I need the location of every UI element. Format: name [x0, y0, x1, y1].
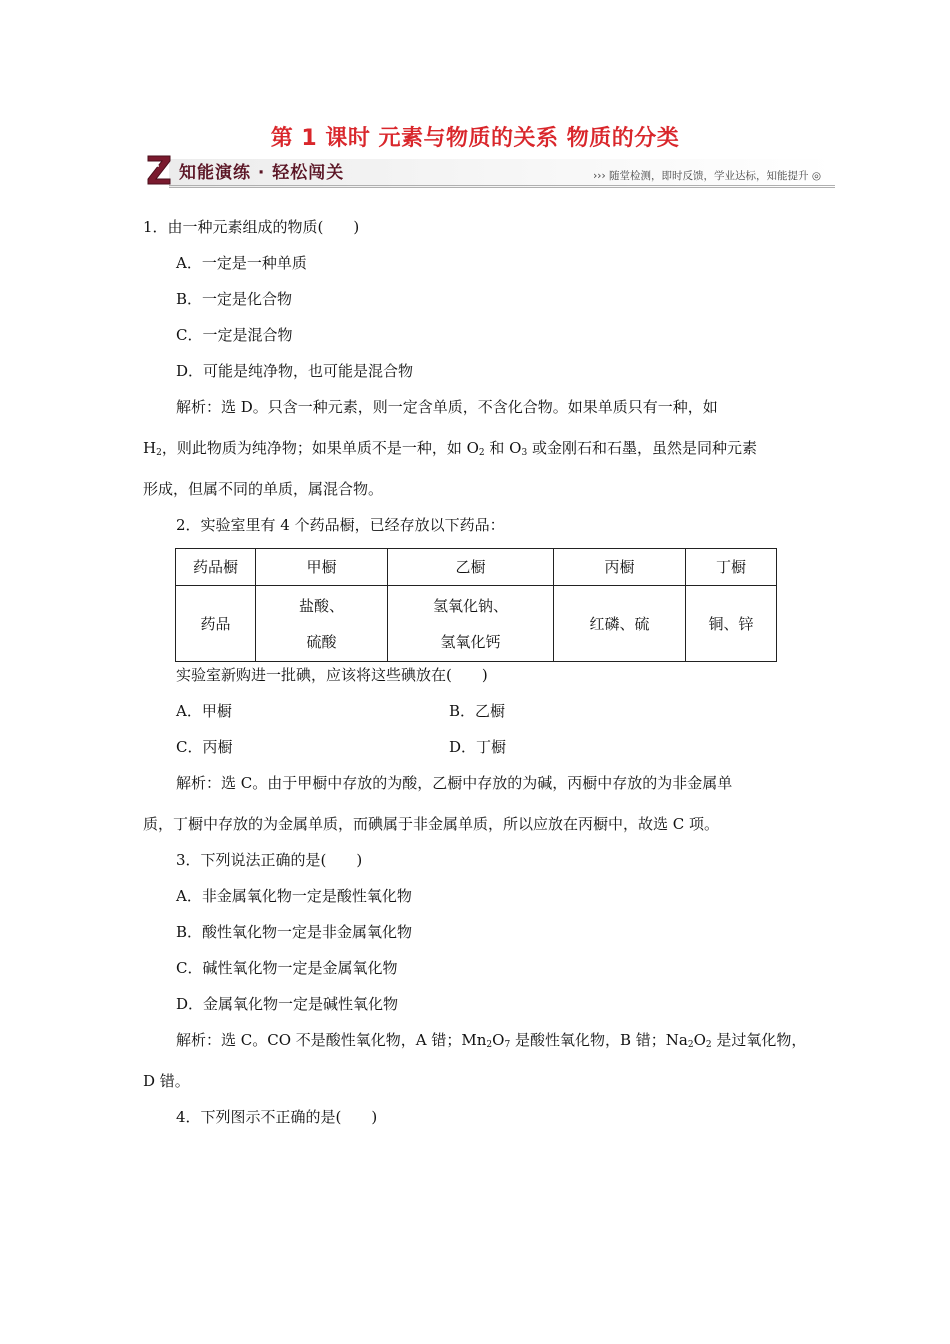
cell-line: 盐酸、 — [298, 596, 344, 615]
cell-line: 氢氧化钙 — [440, 632, 501, 651]
table-row — [176, 586, 777, 662]
q2-analysis-line-1: 解析：选 C。由于甲橱中存放的为酸，乙橱中存放的为碱，丙橱中存放的为非金属单 — [176, 774, 733, 792]
table-header-row — [176, 549, 777, 586]
q1-analysis-line-1: 解析：选 D。只含一种元素，则一定含单质，不含化合物。如果单质只有一种，如 — [176, 398, 718, 416]
table-header-cell: 药品橱 — [176, 549, 256, 586]
table-cell: 红磷、硫 — [554, 586, 686, 662]
section-banner — [143, 152, 835, 188]
q2-option-a: A．甲橱 — [176, 702, 232, 720]
q3-analysis-line-1: 解析：选 C。CO 不是酸性氧化物，A 错；$Mn_2O_7$ 是酸性氧化物，B 错；$Na_2O_2$ 是过氧化物， — [176, 1031, 807, 1050]
q2-option-d: D．丁橱 — [449, 738, 507, 756]
q3-option-c: C．碱性氧化物一定是金属氧化物 — [176, 959, 398, 977]
table-cell: 铜、锌 — [686, 586, 777, 662]
table-header-cell: 甲橱 — [256, 549, 388, 586]
table-header-cell: 乙橱 — [388, 549, 554, 586]
question-1-stem: 1．由一种元素组成的物质( ) — [143, 218, 360, 236]
q1-option-c: C．一定是混合物 — [176, 326, 293, 344]
q2-option-c: C．丙橱 — [176, 738, 233, 756]
table-header-cell: 丁橱 — [686, 549, 777, 586]
table-cell — [388, 586, 554, 662]
cell-line: 氢氧化钠、 — [432, 596, 508, 615]
z-logo-icon — [145, 152, 173, 186]
q1-option-b: B．一定是化合物 — [176, 290, 293, 308]
q2-analysis-line-2: 质，丁橱中存放的为金属单质，而碘属于非金属单质，所以应放在丙橱中，故选 C 项。 — [143, 815, 720, 833]
question-3-stem: 3．下列说法正确的是( ) — [176, 851, 363, 869]
q1-analysis-line-2: $H_2$，则此物质为纯净物；如果单质不是一种，如 $O_2$ 和 $O_3$ 或金刚石和石墨，虽然是同种元素 — [143, 439, 757, 458]
cell-line: 硫酸 — [306, 632, 337, 651]
banner-slogan: ››› 随堂检测，即时反馈，学业达标，知能提升 ◎ — [593, 170, 821, 182]
page-title: 第 1 课时 元素与物质的关系 物质的分类 — [270, 126, 680, 151]
q1-option-d: D．可能是纯净物，也可能是混合物 — [176, 362, 414, 380]
table-row-label: 药品 — [176, 586, 256, 662]
q3-option-b: B．酸性氧化物一定是非金属氧化物 — [176, 923, 413, 941]
q1-analysis-line-3: 形成，但属不同的单质，属混合物。 — [143, 480, 384, 498]
q3-option-d: D．金属氧化物一定是碱性氧化物 — [176, 995, 399, 1013]
table-cell — [256, 586, 388, 662]
banner-heading: 知能演练 · 轻松闯关 — [179, 163, 345, 183]
q3-analysis-line-2: D 错。 — [143, 1072, 190, 1090]
q2-followup: 实验室新购进一批碘，应该将这些碘放在( ) — [176, 666, 488, 684]
q2-option-b: B．乙橱 — [449, 702, 506, 720]
q3-option-a: A．非金属氧化物一定是酸性氧化物 — [176, 887, 412, 905]
question-4-stem: 4．下列图示不正确的是( ) — [176, 1108, 378, 1126]
cabinet-table — [175, 548, 777, 662]
q1-option-a: A．一定是一种单质 — [176, 254, 307, 272]
question-2-stem: 2．实验室里有 4 个药品橱，已经存放以下药品： — [176, 516, 505, 534]
table-header-cell: 丙橱 — [554, 549, 686, 586]
